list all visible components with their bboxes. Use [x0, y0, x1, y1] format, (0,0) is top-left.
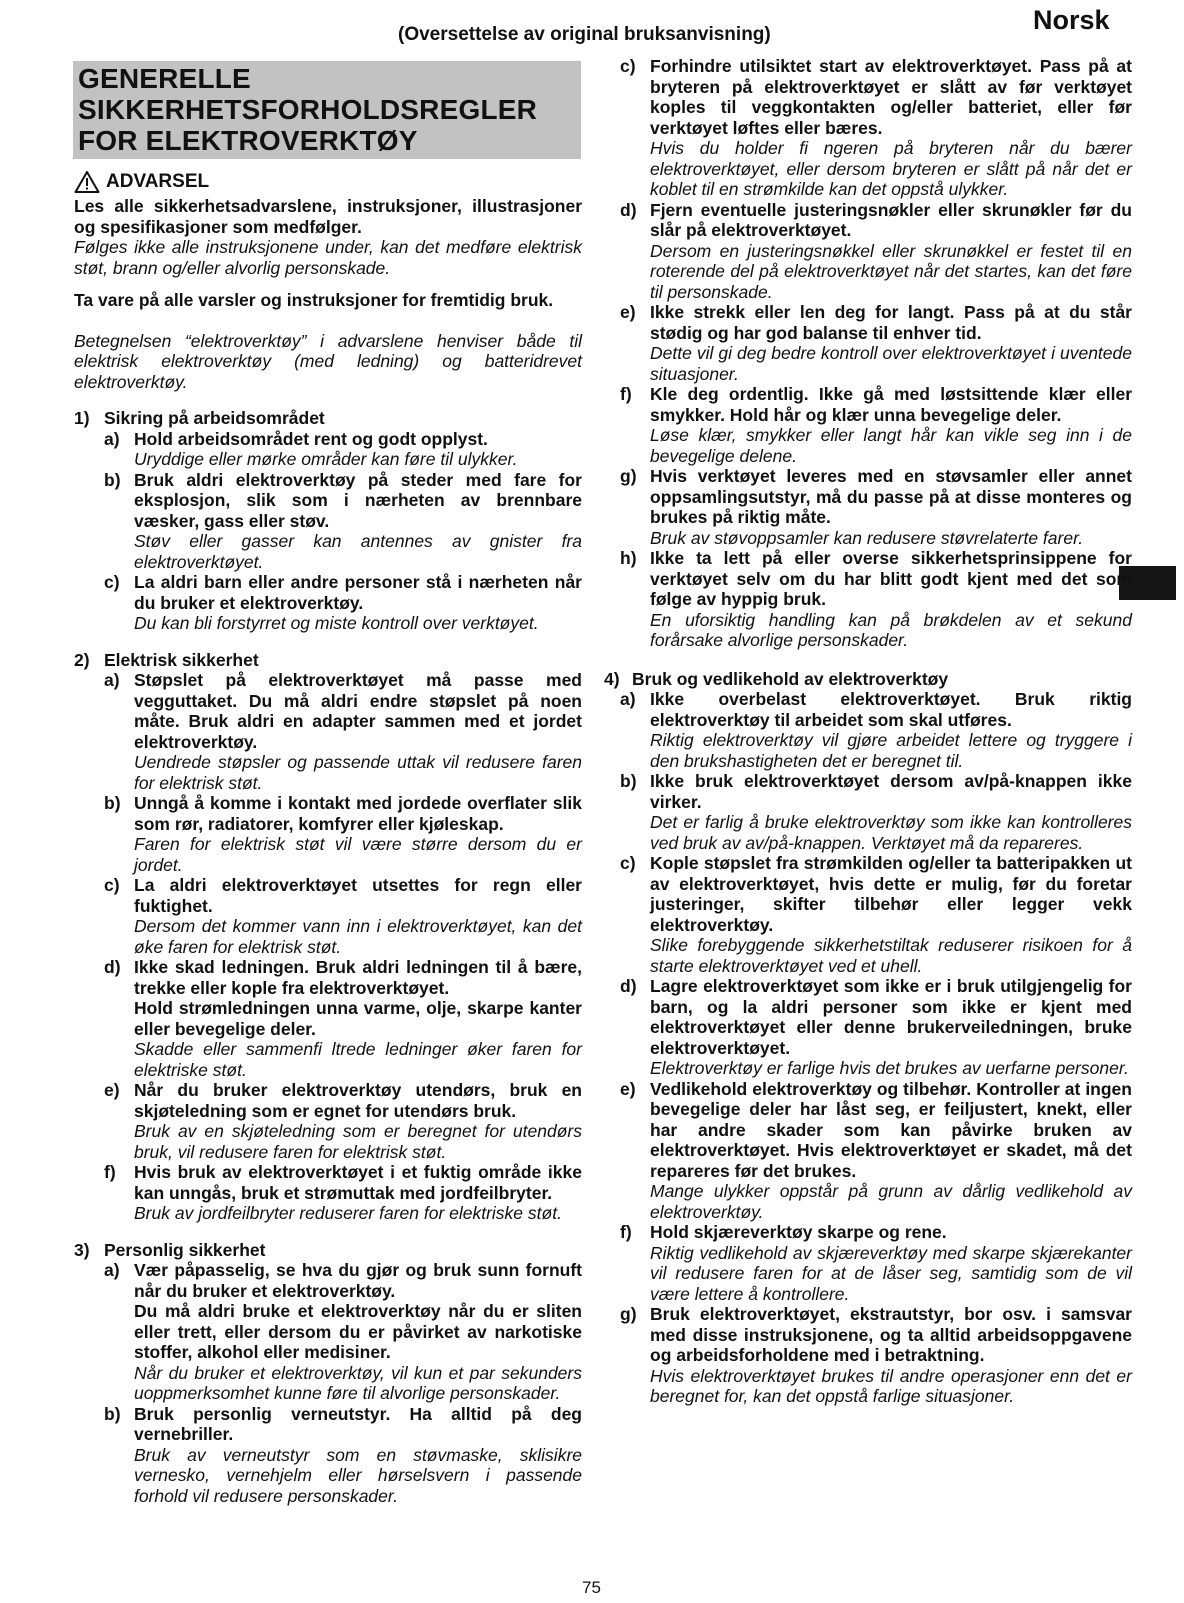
- title-line: FOR ELEKTROVERKTØY: [78, 125, 418, 156]
- section-number: 4): [604, 668, 620, 689]
- item-note: Mange ulykker oppstår på grunn av dårlig vedlikehold av elektroverktøy.: [650, 1181, 1132, 1222]
- title-line: GENERELLE: [78, 63, 251, 94]
- item-letter: a): [620, 689, 636, 709]
- list-item: [104, 470, 582, 532]
- item-letter: c): [104, 572, 120, 592]
- language-label: Norsk: [1033, 5, 1110, 35]
- item-note: Når du bruker et elektroverktøy, vil kun et par sekunders uoppmerksomhet kunne føre til alvorlige personskader.: [134, 1362, 582, 1403]
- list-item: [620, 384, 1132, 425]
- item-letter: b): [104, 1403, 121, 1424]
- item-text: Ikke skad ledningen. Bruk aldri ledningen til å bære, trekke eller kople fra elektroverktøyet.: [134, 957, 582, 998]
- item-text: Lagre elektroverktøyet som ikke er i bruk utilgjengelig for barn, og la aldri personer som ikke er kjent med elektroverktøyet eller denne brukerveiledningen, bruke elektroverktøyet.: [650, 976, 1132, 1058]
- item-letter: a): [104, 428, 120, 449]
- item-text: Hvis bruk av elektroverktøyet i et fuktig område ikke kan unngås, bruk et strømuttak med jordfeilbryter.: [134, 1162, 582, 1203]
- list-item: [104, 1162, 582, 1203]
- list-item: [620, 976, 1132, 1058]
- item-note: Uryddige eller mørke områder kan føre til ulykker.: [134, 449, 518, 469]
- list-item: [620, 302, 1132, 343]
- list-item: [620, 56, 1132, 138]
- item-note: En uforsiktig handling kan på brøkdelen av et sekund forårsake alvorlige personskader.: [650, 609, 1132, 650]
- item-letter: c): [620, 56, 636, 76]
- item-note: Bruk av jordfeilbryter reduserer faren for elektriske støt.: [134, 1203, 562, 1223]
- item-letter: a): [104, 1260, 120, 1280]
- list-item: [620, 548, 1132, 610]
- list-item: [104, 875, 582, 916]
- item-note: Hvis du holder fi ngeren på bryteren når du bærer elektroverktøyet, eller dersom bryteren er slått på når det er koblet til en strømkilde kan det oppstå ulykker.: [650, 138, 1132, 199]
- item-note: Dersom en justeringsnøkkel eller skrunøkkel er festet til en roterende del på elektroverktøyet når det startes, kan det føre til personskade.: [650, 240, 1132, 302]
- section-number: 3): [74, 1239, 90, 1260]
- item-text: Unngå å komme i kontakt med jordede overflater slik som rør, radiatorer, komfyrer eller kjøleskap.: [134, 793, 582, 834]
- list-item: [104, 429, 582, 450]
- list-item: [104, 572, 582, 613]
- item-letter: h): [620, 548, 637, 568]
- document-subtitle: (Oversettelse av original bruksanvisning): [398, 24, 771, 45]
- list-item: [620, 1079, 1132, 1182]
- warning-term-definition: Betegnelsen “elektroverktøy” i advarslene henviser både til elektrisk elektroverktøy (med ledning) og batteridrevet elektroverktøy.: [74, 330, 582, 392]
- warning-read-all: Les alle sikkerhetsadvarslene, instruksjoner, illustrasjoner og spesifikasjoner som medfølger.: [74, 196, 582, 237]
- item-extra: Du må aldri bruke et elektroverktøy når du er sliten eller trett, eller dersom du er påvirket av narkotiske stoffer, alkohol eller medisiner.: [134, 1301, 582, 1362]
- item-note: Bruk av en skjøteledning som er beregnet for utendørs bruk, vil redusere faren for elektrisk støt.: [134, 1121, 582, 1162]
- item-note: Slike forebyggende sikkerhetstiltak reduserer risikoen for å starte elektroverktøyet ved et uhell.: [650, 935, 1132, 976]
- item-text: Hold skjæreverktøy skarpe og rene.: [650, 1222, 947, 1242]
- left-column: [74, 170, 582, 1506]
- list-item: [620, 689, 1132, 730]
- list-item: [104, 670, 582, 752]
- section-heading: [74, 1240, 582, 1261]
- item-extra: Hold strømledningen unna varme, olje, skarpe kanter eller bevegelige deler.: [134, 998, 582, 1039]
- list-item: [620, 466, 1132, 528]
- item-text: La aldri elektroverktøyet utsettes for regn eller fuktighet.: [134, 875, 582, 916]
- item-note: Du kan bli forstyrret og miste kontroll over verktøyet.: [134, 613, 539, 633]
- item-note: Det er farlig å bruke elektroverktøy som ikke kan kontrolleres ved bruk av av/på-knappen. Verktøyet må da repareres.: [650, 812, 1132, 853]
- item-text: Vedlikehold elektroverktøy og tilbehør. Kontroller at ingen bevegelige deler har låst seg, er feiljustert, knekt, eller har andre skader som kan påvirke bruken av elektroverktøyet. Hvis elektroverktøyet er skadet, må det repareres før det brukes.: [650, 1078, 1132, 1181]
- item-note: Løse klær, smykker eller langt hår kan vikle seg inn i de bevegelige delene.: [650, 425, 1132, 466]
- item-letter: d): [620, 976, 637, 996]
- section-title: Elektrisk sikkerhet: [104, 649, 259, 670]
- item-letter: d): [620, 199, 637, 220]
- item-letter: g): [620, 1304, 637, 1324]
- section-title: Sikring på arbeidsområdet: [104, 408, 325, 428]
- item-letter: g): [620, 466, 637, 486]
- list-item: [620, 200, 1132, 241]
- item-note: Støv eller gasser kan antennes av gnister fra elektroverktøyet.: [134, 531, 582, 572]
- list-item: [104, 1080, 582, 1121]
- item-letter: b): [104, 793, 121, 813]
- item-text: Vær påpasselig, se hva du gjør og bruk sunn fornuft når du bruker et elektroverktøy.: [134, 1260, 582, 1301]
- item-text: Hvis verktøyet leveres med en støvsamler eller annet oppsamlingsutstyr, må du passe på at disse monteres og brukes på riktig måte.: [650, 466, 1132, 527]
- item-note: Uendrede støpsler og passende uttak vil redusere faren for elektrisk støt.: [134, 752, 582, 793]
- item-letter: c): [620, 853, 636, 873]
- item-text: Kle deg ordentlig. Ikke gå med løstsittende klær eller smykker. Hold hår og klær unna bevegelige deler.: [650, 384, 1132, 425]
- item-letter: b): [104, 469, 121, 490]
- item-note: Bruk av verneutstyr som en støvmaske, sklisikre vernesko, vernehjelm eller hørselsvern i passende forhold vil redusere personskader.: [134, 1444, 582, 1506]
- item-note: Elektroverktøy er farlige hvis det brukes av uerfarne personer.: [650, 1058, 1129, 1078]
- item-text: Forhindre utilsiktet start av elektroverktøyet. Pass på at bryteren på elektroverktøyet er slått av før verktøyet koples til veggkontakten og/eller batteriet, eller før verktøyet løftes eller bæres.: [650, 56, 1132, 138]
- page-title: [73, 61, 581, 159]
- title-line: SIKKERHETSFORHOLDSREGLER: [78, 94, 538, 125]
- section-heading: [604, 669, 1132, 690]
- list-item: [620, 1304, 1132, 1366]
- list-item: [104, 1260, 582, 1301]
- item-letter: f): [104, 1162, 116, 1182]
- item-text: Bruk personlig verneutstyr. Ha alltid på deg vernebriller.: [134, 1403, 582, 1444]
- item-text: Ikke overbelast elektroverktøyet. Bruk riktig elektroverktøy til arbeidet som skal utføres.: [650, 689, 1132, 730]
- item-note: Riktig elektroverktøy vil gjøre arbeidet lettere og tryggere i den brukshastigheten det er beregnet til.: [650, 730, 1132, 771]
- list-item: [620, 853, 1132, 935]
- warning-consequence: Følges ikke alle instruksjonene under, kan det medføre elektrisk støt, brann og/eller alvorlig personskade.: [74, 237, 582, 278]
- right-column: [604, 56, 1132, 1407]
- section-title: Bruk og vedlikehold av elektroverktøy: [632, 668, 949, 689]
- warning-icon: [74, 170, 100, 194]
- item-letter: f): [620, 384, 632, 404]
- list-item: [104, 957, 582, 998]
- item-letter: e): [620, 1078, 636, 1099]
- list-item: [104, 793, 582, 834]
- item-note: Hvis elektroverktøyet brukes til andre operasjoner enn det er beregnet for, kan det oppstå farlige situasjoner.: [650, 1365, 1132, 1406]
- item-letter: d): [104, 957, 121, 977]
- item-letter: c): [104, 875, 120, 895]
- item-note: Riktig vedlikehold av skjæreverktøy med skarpe skjærekanter vil redusere faren for at de låser seg, samtidig som de vil være lettere å kontrollere.: [650, 1242, 1132, 1304]
- item-text: La aldri barn eller andre personer stå i nærheten når du bruker et elektroverktøy.: [134, 572, 582, 613]
- item-letter: e): [620, 302, 636, 322]
- item-text: Fjern eventuelle justeringsnøkler eller skrunøkler før du slår på elektroverktøyet.: [650, 199, 1132, 240]
- item-letter: a): [104, 670, 120, 690]
- item-note: Dersom det kommer vann inn i elektroverktøyet, kan det øke faren for elektrisk støt.: [134, 916, 582, 957]
- item-text: Ikke strekk eller len deg for langt. Pass på at du står stødig og har god balanse til enhver tid.: [650, 302, 1132, 343]
- item-letter: b): [620, 771, 637, 791]
- section-number: 1): [74, 408, 90, 428]
- section-heading: [74, 408, 582, 429]
- warning-label: ADVARSEL: [106, 170, 210, 192]
- item-note: Dette vil gi deg bedre kontroll over elektroverktøyet i uventede situasjoner.: [650, 343, 1132, 384]
- list-item: [620, 1222, 1132, 1243]
- warning-heading: [74, 170, 582, 194]
- section-number: 2): [74, 649, 90, 670]
- item-text: Ikke bruk elektroverktøyet dersom av/på-knappen ikke virker.: [650, 771, 1132, 812]
- item-text: Når du bruker elektroverktøy utendørs, bruk en skjøteledning som er egnet for utendørs bruk.: [134, 1080, 582, 1121]
- item-text: Kople støpslet fra strømkilden og/eller ta batteripakken ut av elektroverktøyet, hvis dette er mulig, før du foretar justeringer, skifter tilbehør eller legger vekk elektroverktøy.: [650, 853, 1132, 935]
- item-letter: f): [620, 1222, 632, 1242]
- item-text: Bruk aldri elektroverktøy på steder med fare for eksplosjon, slik som i nærheten av brennbare væsker, gass eller støv.: [134, 469, 582, 531]
- section-heading: [74, 650, 582, 671]
- item-note: Skadde eller sammenfi ltrede ledninger øker faren for elektriske støt.: [134, 1039, 582, 1080]
- item-letter: e): [104, 1080, 120, 1100]
- item-note: Faren for elektrisk støt vil være større dersom du er jordet.: [134, 834, 582, 875]
- item-text: Ikke ta lett på eller overse sikkerhetsprinsippene for verktøyet selv om du har blitt godt kjent med det som følge av hyppig bruk.: [650, 548, 1132, 609]
- item-text: Bruk elektroverktøyet, ekstrautstyr, bor osv. i samsvar med disse instruksjonene, og ta alltid arbeidsoppgavene og arbeidsforholdene med i betraktning.: [650, 1304, 1132, 1365]
- item-note: Bruk av støvoppsamler kan redusere støvrelaterte farer.: [650, 527, 1084, 548]
- item-text: Hold arbeidsområdet rent og godt opplyst.: [134, 428, 488, 449]
- page-number: 75: [582, 1578, 601, 1597]
- section-title: Personlig sikkerhet: [104, 1239, 266, 1260]
- list-item: [620, 771, 1132, 812]
- warning-keep-instructions: Ta vare på alle varsler og instruksjoner for fremtidig bruk.: [74, 290, 554, 310]
- item-text: Støpslet på elektroverktøyet må passe med vegguttaket. Du må aldri endre støpslet på noen måte. Bruk aldri en adapter sammen med et jordet elektroverktøy.: [134, 670, 582, 752]
- list-item: [104, 1404, 582, 1445]
